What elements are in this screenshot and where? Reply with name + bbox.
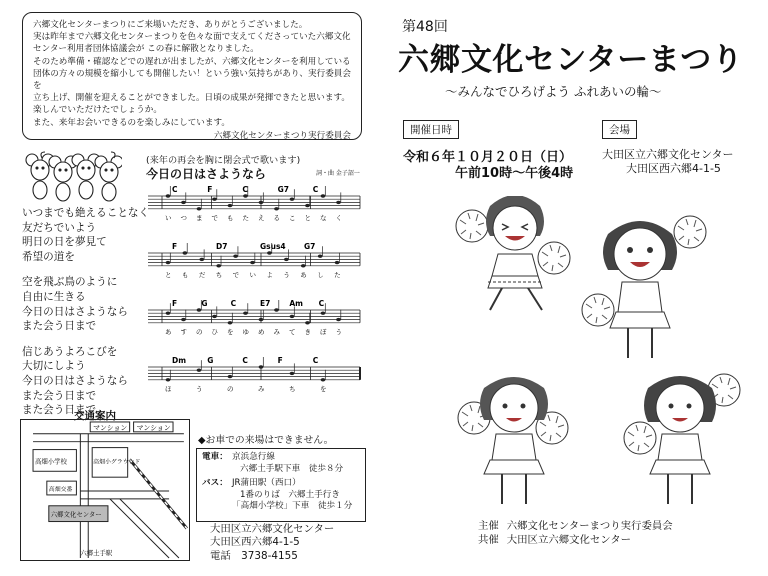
lyric-syllable: だ [198, 271, 206, 279]
note-head [305, 204, 310, 207]
note-head [321, 194, 326, 197]
lyric-syllable: で [232, 271, 240, 279]
map-label-police: 高畑交番 [48, 486, 73, 493]
address-line: 大田区立六郷文化センター [210, 523, 335, 535]
venue-name: 大田区立六郷文化センター [602, 148, 734, 161]
note-head [233, 255, 238, 258]
note-head [197, 207, 202, 210]
lyric-syllable: あ [165, 328, 172, 336]
chord-label: C [242, 356, 248, 365]
chord-label: C [318, 299, 325, 308]
lyric-line: 明日の日を夢見て [22, 236, 107, 249]
map-label-mansion: マンション [93, 423, 128, 432]
lyric-line: いつまでも絶えることなく [22, 207, 150, 219]
address-line: 電話 3738-4155 [210, 549, 298, 562]
lyric-syllable: つ [180, 214, 187, 222]
note-head [305, 321, 310, 324]
chord-label: C [312, 356, 319, 365]
cohost-name: 大田区立六郷文化センター [506, 533, 632, 546]
map-label-mansion: マンション [136, 423, 171, 432]
note-head [181, 201, 186, 204]
bus-key: バス： [202, 478, 228, 488]
lyric-syllable: い [249, 271, 257, 279]
lyric-syllable: ぼ [320, 328, 327, 336]
cheerleaders-illustration [450, 196, 754, 510]
chord-label: G7 [277, 185, 289, 194]
lyric-syllable: も [227, 214, 234, 222]
note-head [166, 312, 171, 315]
lyric-syllable: る [273, 214, 280, 222]
chord-label: F [172, 299, 178, 308]
greeting-line: 楽しんでいただけたでしょうか。 [33, 105, 162, 116]
access-title: 交通案内 [74, 410, 116, 422]
lyric-syllable: え [258, 214, 265, 222]
chord-label: C [312, 185, 319, 194]
note-head [318, 255, 323, 258]
lyrics-stanza [22, 345, 140, 418]
note-head [336, 318, 341, 321]
transit-info [196, 448, 366, 522]
note-head [216, 264, 221, 267]
note-head [274, 308, 279, 311]
note-head [290, 198, 295, 201]
train-detail: 六郷土手駅下車 徒歩８分 [240, 463, 344, 474]
lyric-syllable: し [317, 271, 324, 279]
no-car-notice: ◆お車での来場はできません。 [198, 435, 334, 446]
lyric-syllable: き [304, 328, 311, 336]
score-title: 今日の日はさようなら [146, 167, 267, 181]
lyric-syllable: ち [215, 271, 223, 279]
lyric-syllable: み [273, 328, 280, 336]
score-credit: 詞・曲 金子詔一 [316, 170, 360, 177]
mice-illustration [22, 150, 122, 202]
note-head [228, 321, 233, 324]
train-line: 京浜急行線 [232, 452, 275, 462]
lyric-syllable: う [335, 328, 342, 336]
lyric-line: 希望の道を [22, 250, 75, 263]
lyric-line: また会う日まで [22, 320, 97, 333]
lyric-line: また会う日まで [22, 404, 97, 417]
lyric-syllable: ひ [211, 328, 218, 336]
note-head [243, 194, 248, 197]
lyric-syllable: ゆ [242, 328, 249, 336]
lyric-line: 自由に生きる [22, 290, 86, 303]
cheerleader-girl-1 [456, 196, 570, 310]
lyrics [22, 206, 150, 429]
note-head [166, 261, 171, 264]
note-head [166, 194, 171, 197]
venue-label: 会場 [602, 120, 637, 139]
note-head [290, 315, 295, 318]
note-head [197, 308, 202, 311]
lyric-syllable: う [196, 385, 203, 393]
lyric-syllable: を [320, 385, 327, 393]
note-head [166, 378, 171, 381]
lyric-syllable: あ [300, 271, 307, 279]
lyric-syllable: と [165, 271, 172, 279]
lyric-syllable: ほ [165, 385, 172, 393]
event-title: 六郷文化センターまつり [398, 42, 744, 78]
map-label-school: 高畑小学校 [35, 457, 67, 466]
chord-label: G [201, 299, 208, 308]
greeting-line: また、来年お会いできるのを楽しみにしています。 [33, 117, 230, 128]
note-head [335, 261, 340, 264]
note-head [212, 198, 217, 201]
lyric-line: 大切にしよう [22, 360, 86, 373]
chord-label: Dm [172, 356, 187, 365]
lyric-syllable: を [227, 328, 234, 336]
greeting-line: そのため準備・確認などでの遅れが出ましたが、六郷文化センターを利用している [33, 56, 351, 67]
chord-label: C [242, 185, 248, 194]
lyrics-stanza [22, 206, 150, 264]
map-label-center: 六郷文化センター [50, 510, 102, 519]
cheerleader-girl-4 [624, 374, 740, 504]
lyric-syllable: い [165, 214, 172, 222]
chord-label: G7 [304, 242, 316, 251]
lyric-syllable: の [196, 328, 203, 336]
venue-address: 大田区西六郷4-1-5 [626, 162, 721, 175]
greeting-signature: 六郷文化センターまつり実行委員会 [213, 130, 351, 141]
note-head [243, 312, 248, 315]
lyric-line: 今日の日はさようなら [22, 374, 128, 387]
greeting-line: センター利用者団体協議会が この春に解散となりました。 [33, 44, 259, 55]
staff-row [148, 356, 360, 393]
lyric-syllable: く [335, 214, 342, 222]
staff-row [148, 299, 360, 336]
chord-label: F [277, 356, 283, 365]
note-head [199, 258, 204, 261]
lyric-syllable: う [283, 271, 290, 279]
lyric-syllable: て [289, 328, 296, 336]
lyric-line: 信じあうよろこびを [22, 345, 118, 358]
cohost-key: 共催 [478, 533, 499, 546]
lyric-syllable: た [242, 214, 249, 222]
note-head [259, 365, 264, 368]
event-date: 令和６年１０月２０日（日） [403, 150, 573, 165]
lyric-syllable: め [258, 328, 265, 336]
bus-stop: 1番のりば 六郷土手行き [240, 489, 340, 500]
sheet-music [144, 178, 366, 406]
greeting-box [22, 12, 362, 140]
note-head [197, 369, 202, 372]
chord-label: Am [289, 299, 303, 308]
host-key: 主催 [478, 520, 499, 532]
chord-label: C [172, 185, 178, 194]
lyric-syllable: と [304, 214, 311, 222]
greeting-line: 六郷文化センターまつりにご来場いただき、ありがとうございました。 [33, 20, 308, 30]
map-label-station: 六郷土手駅 [80, 549, 113, 558]
greeting-line: 団体の方々の規模を縮小しても開催したい！という強い気持ちがあり、実行委員会を [33, 68, 351, 92]
lyric-line: 空を飛ぶ鳥のように [22, 276, 118, 289]
lyric-syllable: の [227, 385, 234, 393]
note-head [284, 258, 289, 261]
lyric-syllable: ま [196, 214, 203, 222]
score-caption: (来年の再会を胸に閉会式で歌います) [146, 155, 301, 166]
lyric-syllable: な [320, 214, 327, 222]
access-map [20, 419, 190, 561]
note-head [212, 315, 217, 318]
host-name: 六郷文化センターまつり実行委員会 [506, 520, 673, 532]
lyrics-stanza [22, 275, 140, 333]
note-head [259, 201, 264, 204]
mouse-icon [95, 156, 122, 201]
lyric-syllable: み [258, 385, 265, 393]
note-head [290, 372, 295, 375]
organizers [478, 520, 673, 547]
lyric-line: また会う日まで [22, 389, 97, 402]
note-head [336, 201, 341, 204]
lyric-syllable: こ [289, 214, 296, 222]
staff-row [148, 185, 360, 222]
chord-label: Gsus4 [260, 242, 286, 251]
lyric-syllable: ち [289, 385, 296, 393]
lyric-syllable: す [180, 328, 187, 336]
note-head [228, 204, 233, 207]
event-subtitle: ～みんなでひろげよう ふれあいの輪～ [445, 84, 662, 99]
lyric-syllable: た [334, 271, 341, 279]
lyric-syllable: で [211, 214, 218, 222]
note-head [321, 312, 326, 315]
date-label: 開催日時 [403, 120, 459, 139]
greeting-line: 実は昨年まで六郷文化センターまつりを色々な面で支えてくださっていた六郷文化 [33, 32, 351, 43]
chord-label: G [207, 356, 214, 365]
note-head [321, 378, 326, 381]
bus-detail: 「高畑小学校」下車 徒歩１分 [232, 501, 353, 511]
cheerleader-girl-2 [582, 216, 706, 358]
greeting-line: 立ち上げ、開催を迎えることができました。日頃の成果が発揮できたと思います。 [33, 93, 350, 104]
event-time: 午前10時～午後4時 [455, 166, 574, 181]
bus-line: JR蒲田駅（西口） [232, 478, 301, 488]
train-key: 電車： [202, 452, 228, 462]
note-head [183, 251, 188, 254]
address-block [210, 523, 334, 563]
address-line: 大田区西六郷4-1-5 [210, 536, 300, 549]
note-head [250, 261, 255, 264]
note-head [301, 264, 306, 267]
note-head [259, 318, 264, 321]
lyric-line: 友だちでいよう [22, 221, 97, 234]
chord-label: D7 [216, 242, 228, 251]
lyric-syllable: も [181, 271, 189, 279]
chord-label: E7 [260, 299, 271, 308]
note-head [228, 375, 233, 378]
cheerleader-girl-3 [458, 377, 568, 504]
chord-label: C [230, 299, 237, 308]
edition: 第48回 [402, 19, 448, 35]
note-head [267, 251, 272, 254]
note-head [181, 318, 186, 321]
note-head [274, 207, 279, 210]
staff-row [148, 242, 360, 279]
chord-label: F [172, 242, 178, 251]
map-label-ground: 高畑小グラウンド [93, 459, 141, 466]
lyric-syllable: よ [266, 271, 273, 279]
lyric-line: 今日の日はさようなら [22, 305, 128, 318]
chord-label: F [207, 185, 213, 194]
